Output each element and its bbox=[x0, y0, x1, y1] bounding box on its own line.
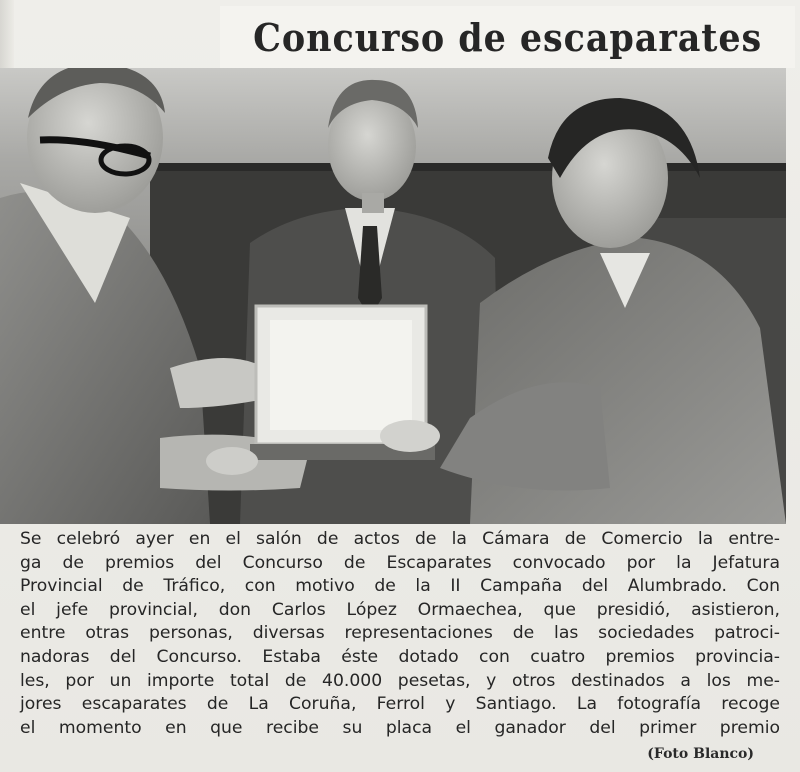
caption-line-8: jores escaparates de La Coruña, Ferrol y Santiago. La fotografía recoge bbox=[20, 694, 780, 715]
caption-line-5: entre otras personas, diversas representaciones de las sociedades patroci- bbox=[20, 623, 780, 644]
photo-illustration bbox=[0, 68, 786, 524]
caption-line-7: les, por un importe total de 40.000 pesetas, y otros destinados a los me- bbox=[20, 670, 780, 691]
caption-line-4: el jefe provincial, don Carlos López Ormaechea, que presidió, asistieron, bbox=[20, 599, 780, 620]
photo-caption bbox=[20, 528, 780, 772]
caption-line-3: Provincial de Tráfico, con motivo de la II Campaña del Alumbrado. Con bbox=[20, 576, 780, 597]
caption-line-1: Se celebró ayer en el salón de actos de la Cámara de Comercio la entre- bbox=[20, 529, 780, 549]
caption-line-6: nadoras del Concurso. Estaba éste dotado con cuatro premios provincia- bbox=[20, 646, 780, 667]
headline: Concurso de escaparates bbox=[253, 14, 762, 60]
caption-line-2: ga de premios del Concurso de Escaparates convocado por la Jefatura bbox=[20, 552, 780, 573]
caption-line-9: el momento en que recibe su placa el ganador del primer premio bbox=[20, 717, 780, 738]
news-photo bbox=[0, 68, 786, 524]
photo-credit: (Foto Blanco) bbox=[647, 746, 754, 762]
headline-box bbox=[220, 6, 795, 68]
